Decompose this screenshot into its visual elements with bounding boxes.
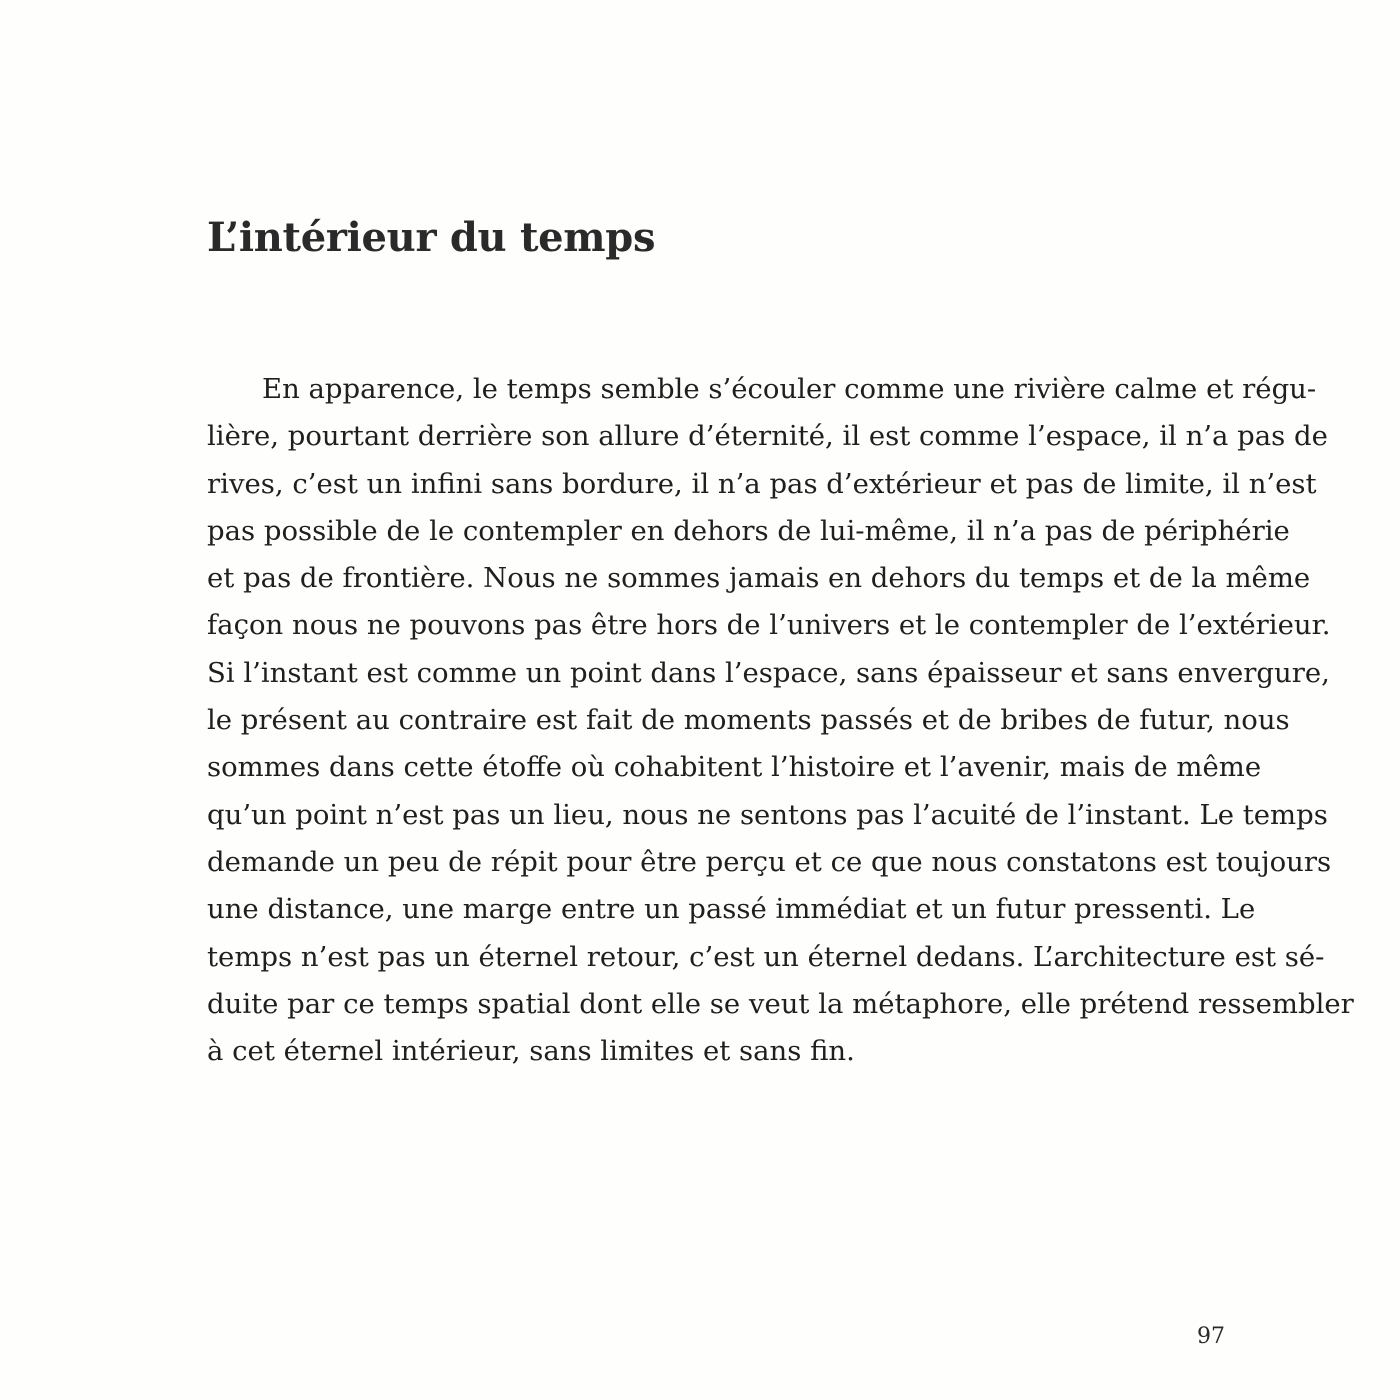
paragraph-line: pas possible de le contempler en dehors de lui-même, il n’a pas de périphérie [207, 514, 1290, 547]
paragraph-line: à cet éternel intérieur, sans limites et sans fin. [207, 1035, 855, 1068]
paragraph-line: une distance, une marge entre un passé immédiat et un futur pressenti. Le [207, 893, 1256, 926]
paragraph-line: rives, c’est un infini sans bordure, il n’a pas d’extérieur et pas de limite, il n’est [207, 467, 1317, 500]
chapter-title: L’intérieur du temps [207, 214, 656, 261]
paragraph-line: Si l’instant est comme un point dans l’espace, sans épaisseur et sans envergure, [207, 656, 1330, 689]
paragraph-line: lière, pourtant derrière son allure d’éternité, il est comme l’espace, il n’a pas de [207, 420, 1328, 453]
page-number: 97 [1197, 1324, 1225, 1349]
paragraph-line: le présent au contraire est fait de moments passés et de bribes de futur, nous [207, 704, 1290, 737]
paragraph-line: En apparence, le temps semble s’écouler comme une rivière calme et régu- [262, 373, 1317, 405]
paragraph-line: façon nous ne pouvons pas être hors de l’univers et le contempler de l’extérieur. [207, 609, 1331, 642]
paragraph-line: sommes dans cette étoffe où cohabitent l’histoire et l’avenir, mais de même [207, 751, 1262, 784]
paragraph-line: qu’un point n’est pas un lieu, nous ne sentons pas l’acuité de l’instant. Le temps [207, 798, 1328, 831]
paragraph-line: temps n’est pas un éternel retour, c’est un éternel dedans. L’architecture est sé- [207, 940, 1325, 973]
body-paragraph [207, 366, 1354, 1075]
paragraph-line: et pas de frontière. Nous ne sommes jamais en dehors du temps et de la même [207, 562, 1311, 595]
paragraph-line: duite par ce temps spatial dont elle se veut la métaphore, elle prétend ressembler [207, 987, 1354, 1020]
paragraph-line: demande un peu de répit pour être perçu et ce que nous constatons est toujours [207, 845, 1332, 878]
